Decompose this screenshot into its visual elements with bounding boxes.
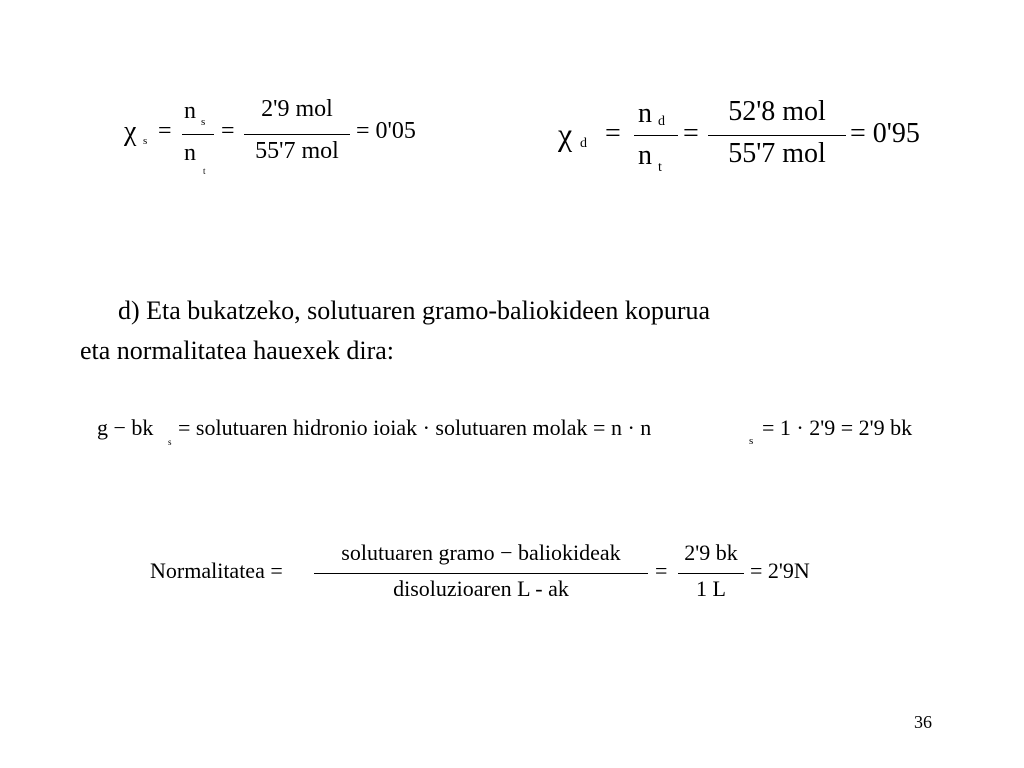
equals-sign: =	[158, 118, 172, 144]
numerator-subscript: d	[658, 114, 665, 129]
chi-subscript: s	[143, 135, 148, 147]
denominator-value: 1 L	[696, 576, 726, 601]
numerator-value: 2'9 mol	[261, 96, 333, 122]
denominator-value: 55'7 mol	[728, 138, 826, 169]
fraction-bar	[708, 135, 846, 136]
result-value: = 0'05	[356, 118, 416, 144]
result-value: = 0'95	[850, 118, 920, 149]
values-fraction	[244, 96, 350, 176]
denominator-value: 55'7 mol	[255, 138, 339, 164]
middle-expression: = solutuaren hidronio ioiak · solutuaren molak = n · n	[178, 415, 652, 440]
normality-label: Normalitatea =	[150, 558, 283, 583]
equals-sign: =	[605, 118, 621, 149]
numerator-n: n	[638, 98, 652, 129]
lhs-term: g − bk	[97, 415, 154, 440]
numerator-n: n	[184, 98, 196, 124]
denominator-subscript: t	[658, 160, 662, 175]
fraction-bar	[634, 135, 678, 136]
chi-symbol: χ	[124, 116, 137, 147]
denominator-n: n	[184, 140, 196, 166]
page-number: 36	[914, 712, 932, 732]
paragraph-line-1: d) Eta bukatzeko, solutuaren gramo-baliokideen kopurua	[118, 296, 711, 325]
numerator-subscript: s	[201, 116, 206, 128]
fraction-bar	[182, 134, 214, 135]
value-fraction	[678, 540, 744, 606]
numerator-text: solutuaren gramo − baliokideak	[341, 540, 621, 565]
chi-symbol: χ	[558, 116, 573, 152]
paragraph-line-2: eta normalitatea hauexek dira:	[80, 336, 395, 365]
result-value: = 2'9N	[750, 558, 810, 583]
denominator-text: disoluzioaren L - ak	[393, 576, 569, 601]
rhs-expression: = 1 · 2'9 = 2'9 bk	[762, 415, 913, 440]
values-fraction	[708, 96, 846, 180]
equals-sign: =	[221, 118, 235, 144]
numerator-value: 52'8 mol	[728, 96, 826, 127]
fraction-bar	[678, 573, 744, 574]
moles-fraction	[634, 96, 678, 180]
normality-fraction	[314, 540, 648, 606]
equals-sign: =	[683, 118, 699, 149]
middle-subscript: s	[749, 435, 754, 447]
denominator-subscript: t	[203, 166, 206, 176]
fraction-bar	[244, 134, 350, 135]
lhs-subscript: s	[168, 437, 172, 447]
numerator-value: 2'9 bk	[684, 540, 738, 565]
chi-subscript: d	[580, 136, 587, 151]
moles-fraction	[182, 96, 214, 176]
fraction-bar	[314, 573, 648, 574]
equals-sign: =	[655, 558, 668, 583]
denominator-n: n	[638, 140, 652, 171]
